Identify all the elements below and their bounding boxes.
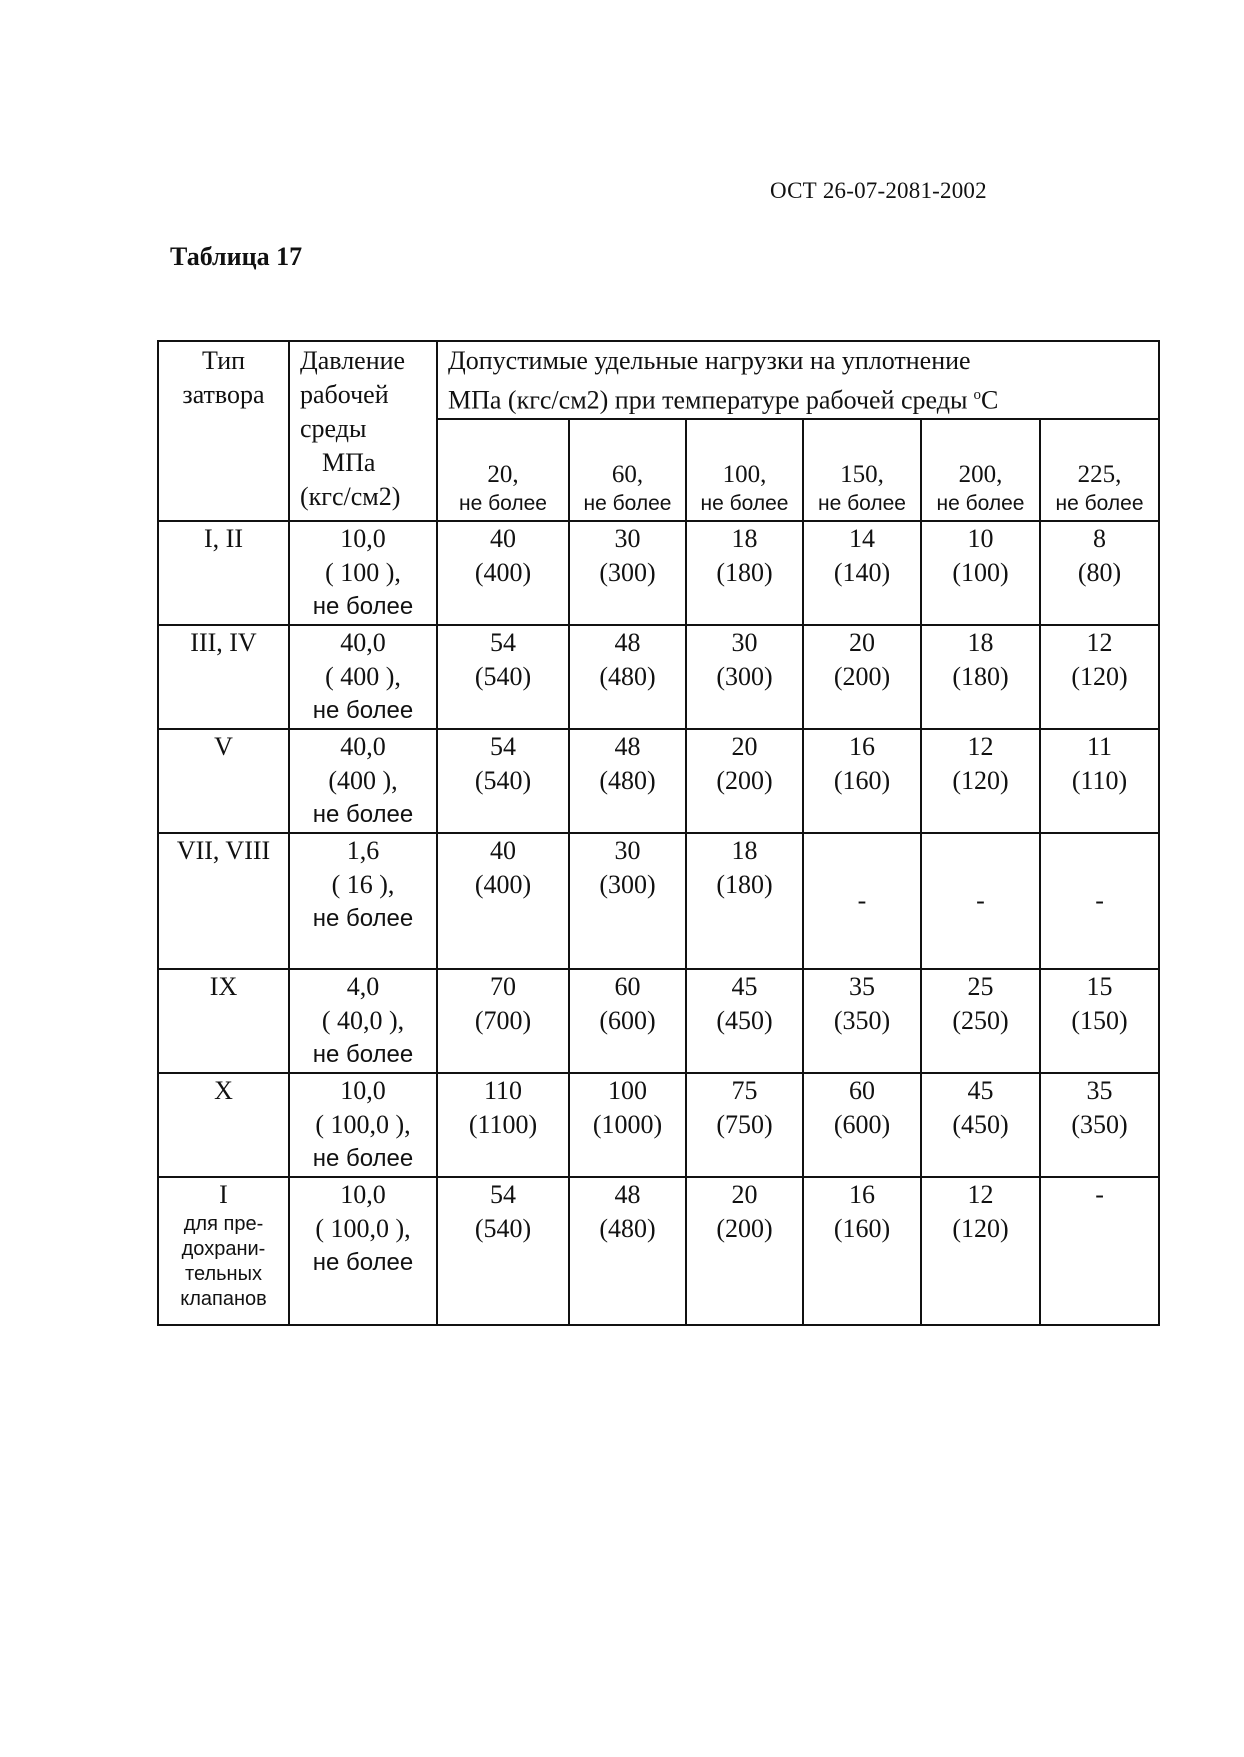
- load-cell: [921, 625, 1040, 729]
- load-kgf: (180): [716, 557, 773, 587]
- pressure-note: не более: [312, 904, 414, 932]
- load-kgf: (400): [474, 557, 532, 587]
- load-mpa: 12: [1086, 627, 1113, 657]
- pressure-value: 10,0: [340, 1179, 386, 1209]
- load-mpa: 11: [1087, 731, 1113, 761]
- load-cell: [1040, 969, 1159, 1073]
- load-mpa: 30: [614, 835, 641, 865]
- load-mpa: 40: [490, 835, 516, 865]
- temperature-note: не более: [818, 491, 906, 515]
- load-cell: [437, 969, 569, 1073]
- load-mpa: 15: [1086, 971, 1113, 1001]
- load-cell: [921, 1177, 1040, 1325]
- load-mpa: 60: [614, 971, 641, 1001]
- load-cell: [437, 729, 569, 833]
- load-cell: [686, 1177, 803, 1325]
- load-cell: [569, 833, 686, 969]
- gate-type: III, IV: [190, 627, 257, 657]
- load-cell-empty: [1040, 833, 1159, 969]
- gate-type-cell: [158, 1177, 289, 1325]
- load-cell-empty: [921, 833, 1040, 969]
- load-dash: -: [1095, 885, 1104, 915]
- load-cell-empty: [803, 833, 921, 969]
- load-mpa: 20: [731, 1179, 758, 1209]
- load-mpa: 30: [614, 523, 641, 553]
- load-kgf: (400): [474, 869, 532, 899]
- load-kgf: (540): [474, 765, 532, 795]
- load-mpa: 20: [849, 627, 875, 657]
- load-kgf: (200): [833, 661, 891, 691]
- load-kgf: (450): [952, 1109, 1009, 1139]
- pressure-value: 10,0: [340, 1075, 386, 1105]
- temperature-note: не более: [459, 491, 547, 515]
- load-cell: [569, 729, 686, 833]
- load-kgf: (120): [952, 765, 1009, 795]
- load-kgf: (540): [474, 661, 532, 691]
- header-type-line1: Тип: [201, 346, 246, 375]
- load-kgf: (600): [599, 1005, 656, 1035]
- pressure-note: не более: [312, 800, 414, 828]
- temperature-value: 150,: [840, 460, 884, 488]
- load-mpa: 25: [967, 971, 994, 1001]
- gate-type: I, II: [204, 523, 243, 553]
- load-cell: [1040, 1073, 1159, 1177]
- temperature-value: 20,: [487, 460, 519, 488]
- header-pressure-line: Давление: [300, 346, 406, 375]
- load-cell: [803, 1177, 921, 1325]
- pressure-cell: [289, 1177, 437, 1325]
- gate-type-note-line: клапанов: [180, 1287, 267, 1310]
- temperature-value: 225,: [1077, 460, 1122, 488]
- load-cell: [921, 1073, 1040, 1177]
- gate-type-note-line: дохрани-: [181, 1237, 266, 1260]
- load-cell: [569, 969, 686, 1073]
- temperature-header-cell: [1040, 419, 1159, 521]
- load-mpa: 16: [849, 1179, 875, 1209]
- load-cell: [921, 521, 1040, 625]
- pressure-value: 4,0: [346, 971, 380, 1001]
- load-cell: [569, 1177, 686, 1325]
- temperature-note: не более: [936, 491, 1025, 515]
- load-cell: [1040, 625, 1159, 729]
- load-kgf: (200): [716, 1213, 773, 1243]
- load-mpa: 75: [731, 1075, 758, 1105]
- pressure-value: 40,0: [340, 731, 386, 761]
- load-mpa: 70: [490, 971, 516, 1001]
- header-pressure-line: рабочей: [300, 380, 389, 409]
- header-pressure-line: среды: [300, 414, 367, 443]
- load-mpa: 54: [490, 731, 516, 761]
- pressure-cell: [289, 625, 437, 729]
- load-cell: [686, 729, 803, 833]
- load-mpa: 45: [731, 971, 758, 1001]
- load-mpa: 40: [490, 523, 516, 553]
- temperature-note: не более: [1055, 491, 1144, 515]
- load-cell: [686, 1073, 803, 1177]
- load-kgf: (120): [1071, 661, 1128, 691]
- load-mpa: 10: [967, 523, 994, 553]
- load-kgf: (150): [1071, 1005, 1128, 1035]
- load-cell: [686, 969, 803, 1073]
- pressure-note: не более: [312, 1248, 414, 1276]
- load-mpa: 45: [967, 1075, 994, 1105]
- pressure-kgf: ( 100 ),: [325, 557, 401, 587]
- load-kgf: (300): [599, 869, 656, 899]
- load-cell: [1040, 729, 1159, 833]
- load-dash: -: [1095, 1179, 1104, 1209]
- load-mpa: 100: [608, 1075, 647, 1105]
- load-mpa: 18: [731, 523, 758, 553]
- load-kgf: (200): [716, 765, 773, 795]
- header-type-line2: затвора: [182, 380, 265, 409]
- load-mpa: 8: [1093, 523, 1107, 553]
- load-kgf: (300): [599, 557, 656, 587]
- load-kgf: (480): [599, 765, 656, 795]
- gate-type: I: [219, 1179, 228, 1209]
- load-mpa: 48: [614, 1179, 641, 1209]
- load-mpa: 35: [1086, 1075, 1113, 1105]
- load-cell: [437, 625, 569, 729]
- load-kgf: (750): [716, 1109, 773, 1139]
- gate-type-cell: [158, 969, 289, 1073]
- load-kgf: (160): [833, 765, 891, 795]
- table-row: [158, 625, 1159, 729]
- degree-unit: C: [980, 385, 999, 415]
- pressure-cell: [289, 521, 437, 625]
- load-mpa: 12: [967, 1179, 994, 1209]
- load-cell: [686, 833, 803, 969]
- table-caption: Таблица 17: [170, 242, 303, 271]
- load-mpa: 60: [849, 1075, 875, 1105]
- pressure-note: не более: [312, 1040, 414, 1068]
- table-row: [158, 1177, 1159, 1325]
- load-cell: [686, 625, 803, 729]
- load-mpa: 54: [490, 627, 516, 657]
- load-cell: [569, 1073, 686, 1177]
- load-mpa: 20: [731, 731, 758, 761]
- gate-type-note-line: для пре-: [183, 1212, 264, 1235]
- load-dash: -: [976, 885, 985, 915]
- load-kgf: (1100): [468, 1109, 538, 1139]
- degree-symbol: o: [973, 387, 981, 403]
- load-cell: [569, 521, 686, 625]
- header-pressure-line: (кгс/см2): [300, 482, 401, 511]
- pressure-cell: [289, 1073, 437, 1177]
- load-dash: -: [857, 885, 867, 915]
- load-cell: [1040, 521, 1159, 625]
- header-type-cell: [158, 341, 289, 521]
- gate-type: X: [214, 1075, 233, 1105]
- load-cell: [921, 969, 1040, 1073]
- temperature-value: 100,: [722, 460, 767, 488]
- gate-type: VII, VIII: [176, 835, 271, 865]
- load-mpa: 48: [614, 627, 641, 657]
- pressure-note: не более: [312, 1144, 414, 1172]
- load-mpa: 30: [731, 627, 758, 657]
- pressure-value: 1,6: [346, 835, 380, 865]
- load-mpa: 54: [490, 1179, 516, 1209]
- header-row: [158, 341, 1159, 419]
- header-pressure-cell: [289, 341, 437, 521]
- load-kgf: (110): [1071, 765, 1128, 795]
- pressure-value: 40,0: [340, 627, 386, 657]
- load-mpa: 12: [967, 731, 994, 761]
- load-kgf: (250): [952, 1005, 1009, 1035]
- load-cell: [437, 521, 569, 625]
- load-mpa: 16: [849, 731, 875, 761]
- header-main-line2-text: МПа (кгс/см2) при температуре рабочей среды: [448, 385, 968, 415]
- load-cell: [921, 729, 1040, 833]
- load-kgf: (1000): [592, 1109, 663, 1139]
- gate-type-note-line: тельных: [185, 1262, 262, 1285]
- temperature-header-cell: [569, 419, 686, 521]
- load-mpa: 14: [849, 523, 875, 553]
- temperature-header-cell: [803, 419, 921, 521]
- load-kgf: (600): [833, 1109, 891, 1139]
- load-cell-empty: [1040, 1177, 1159, 1325]
- load-mpa: 18: [731, 835, 758, 865]
- temperature-note: не более: [583, 491, 672, 515]
- temperature-value: 60,: [611, 460, 644, 488]
- load-kgf: (700): [474, 1005, 532, 1035]
- header-main-cell: [437, 341, 1159, 419]
- load-kgf: (480): [599, 1213, 656, 1243]
- pressure-note: не более: [312, 592, 414, 620]
- load-mpa: 18: [967, 627, 994, 657]
- load-cell: [803, 969, 921, 1073]
- load-kgf: (480): [599, 661, 656, 691]
- temperature-header-cell: [437, 419, 569, 521]
- gate-type-cell: [158, 625, 289, 729]
- load-kgf: (120): [952, 1213, 1009, 1243]
- pressure-note: не более: [312, 696, 414, 724]
- pressure-value: 10,0: [340, 523, 386, 553]
- load-kgf: (350): [833, 1005, 891, 1035]
- table-row: [158, 969, 1159, 1073]
- table-row: [158, 1073, 1159, 1177]
- load-cell: [437, 1177, 569, 1325]
- pressure-kgf: ( 100,0 ),: [315, 1109, 411, 1139]
- load-kgf: (350): [1071, 1109, 1128, 1139]
- gate-type-cell: [158, 833, 289, 969]
- temperature-header-cell: [921, 419, 1040, 521]
- load-kgf: (180): [716, 869, 773, 899]
- gate-type-cell: [158, 521, 289, 625]
- header-main-line2: [448, 378, 1158, 418]
- load-cell: [803, 625, 921, 729]
- load-cell: [803, 1073, 921, 1177]
- document-code: ОСТ 26-07-2081-2002: [770, 178, 987, 203]
- load-kgf: (300): [716, 661, 773, 691]
- pressure-kgf: ( 40,0 ),: [321, 1005, 405, 1035]
- gate-type: V: [214, 731, 233, 761]
- load-kgf: (80): [1077, 557, 1122, 587]
- gate-type: IX: [209, 971, 238, 1001]
- load-kgf: (540): [474, 1213, 532, 1243]
- temperature-note: не более: [700, 491, 789, 515]
- load-mpa: 110: [483, 1075, 523, 1105]
- load-cell: [569, 625, 686, 729]
- pressure-kgf: ( 400 ),: [325, 661, 401, 691]
- load-cell: [437, 833, 569, 969]
- load-kgf: (140): [833, 557, 891, 587]
- load-kgf: (160): [833, 1213, 891, 1243]
- load-cell: [803, 729, 921, 833]
- pressure-cell: [289, 729, 437, 833]
- load-cell: [686, 521, 803, 625]
- load-kgf: (180): [952, 661, 1009, 691]
- gate-type-cell: [158, 1073, 289, 1177]
- table-row: [158, 521, 1159, 625]
- table-row: [158, 729, 1159, 833]
- pressure-cell: [289, 833, 437, 969]
- load-table: [157, 340, 1160, 1326]
- pressure-kgf: (400 ),: [328, 765, 398, 795]
- header-main-line1: Допустимые удельные нагрузки на уплотнение: [448, 346, 971, 375]
- temperature-header-cell: [686, 419, 803, 521]
- load-mpa: 48: [614, 731, 641, 761]
- header-pressure-line: МПа: [322, 448, 376, 477]
- load-cell: [803, 521, 921, 625]
- pressure-kgf: ( 16 ),: [331, 869, 395, 899]
- pressure-cell: [289, 969, 437, 1073]
- load-cell: [437, 1073, 569, 1177]
- pressure-kgf: ( 100,0 ),: [315, 1213, 411, 1243]
- temperature-value: 200,: [958, 460, 1003, 488]
- gate-type-cell: [158, 729, 289, 833]
- load-kgf: (450): [716, 1005, 773, 1035]
- table-row: [158, 833, 1159, 969]
- load-kgf: (100): [952, 557, 1009, 587]
- load-mpa: 35: [849, 971, 875, 1001]
